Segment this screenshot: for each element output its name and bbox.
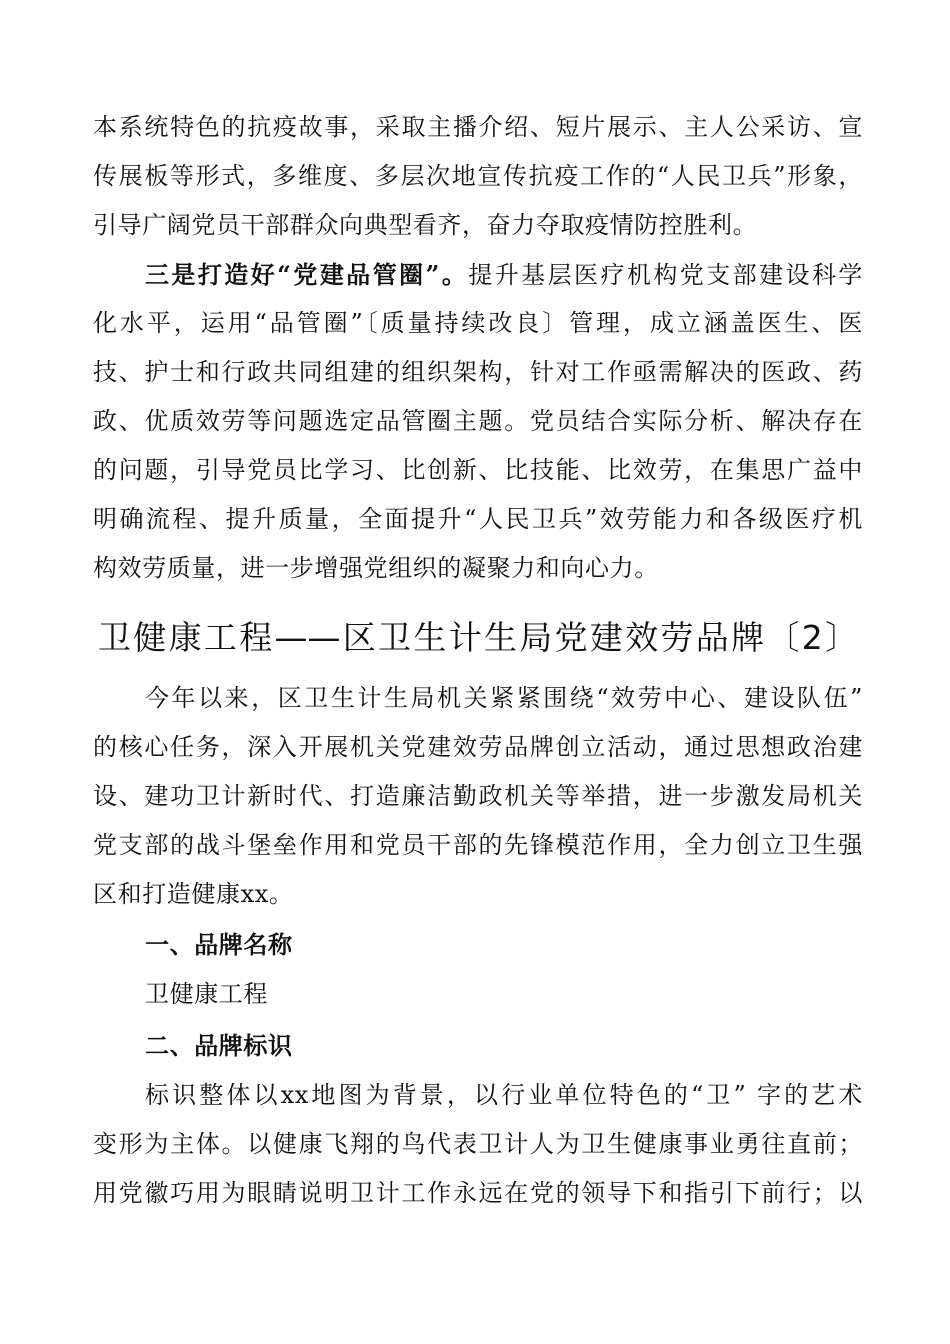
paragraph-line: 标识整体以xx地图为背景，以行业单位特色的“卫” 字的艺术 xyxy=(145,1081,863,1109)
paragraph-line: 的问题，引导党员比学习、比创新、比技能、比效劳，在集思广益中 xyxy=(93,456,863,484)
section-heading: 二、品牌标识 xyxy=(145,1031,293,1060)
paragraph-line: 党支部的战斗堡垒作用和党员干部的先锋模范作用，全力创立卫生强 xyxy=(93,831,863,859)
paragraph-line: 技、护士和行政共同组建的组织架构，针对工作亟需解决的医政、药 xyxy=(93,358,863,386)
paragraph-line: 引导广阔党员干部群众向典型看齐，奋力夺取疫情防控胜利。 xyxy=(93,211,758,239)
paragraph-line: 设、建功卫计新时代、打造廉洁勤政机关等举措，进一步激发局机关 xyxy=(93,782,863,810)
section-heading: 一、品牌名称 xyxy=(145,930,293,959)
lead-bold-phrase: 三是打造好“党建品管圈”。 xyxy=(145,260,469,289)
paragraph-line: 今年以来，区卫生计生局机关紧紧围绕“效劳中心、建设队伍” xyxy=(145,684,863,712)
paragraph-line: 用党徽巧用为眼睛说明卫计工作永远在党的领导下和指引下前行；以 xyxy=(93,1179,863,1207)
paragraph-line: 传展板等形式，多维度、多层次地宣传抗疫工作的“人民卫兵”形象， xyxy=(93,162,863,190)
paragraph-line: 化水平，运用“品管圈”〔质量持续改良〕管理，成立涵盖医生、医 xyxy=(93,309,863,337)
paragraph-line: 构效劳质量，进一步增强党组织的凝聚力和向心力。 xyxy=(93,554,659,582)
paragraph-line: 区和打造健康xx。 xyxy=(93,880,294,908)
section-title: 卫健康工程——区卫生计生局党建效劳品牌〔2〕 xyxy=(98,618,858,657)
lead-line-rest: 提升基层医疗机构党支部建设科学 xyxy=(468,261,863,289)
paragraph-line: 明确流程、提升质量，全面提升“人民卫兵”效劳能力和各级医疗机 xyxy=(93,505,863,533)
paragraph-first-line xyxy=(145,250,863,299)
section-content: 卫健康工程 xyxy=(145,980,268,1008)
paragraph-line: 政、优质效劳等问题选定品管圈主题。党员结合实际分析、解决存在 xyxy=(93,407,863,435)
paragraph-line: 变形为主体。以健康飞翔的鸟代表卫计人为卫生健康事业勇往直前； xyxy=(93,1130,863,1158)
paragraph-line: 本系统特色的抗疫故事，采取主播介绍、短片展示、主人公采访、宣 xyxy=(93,113,863,141)
paragraph-line: 的核心任务，深入开展机关党建效劳品牌创立活动，通过思想政治建 xyxy=(93,733,863,761)
